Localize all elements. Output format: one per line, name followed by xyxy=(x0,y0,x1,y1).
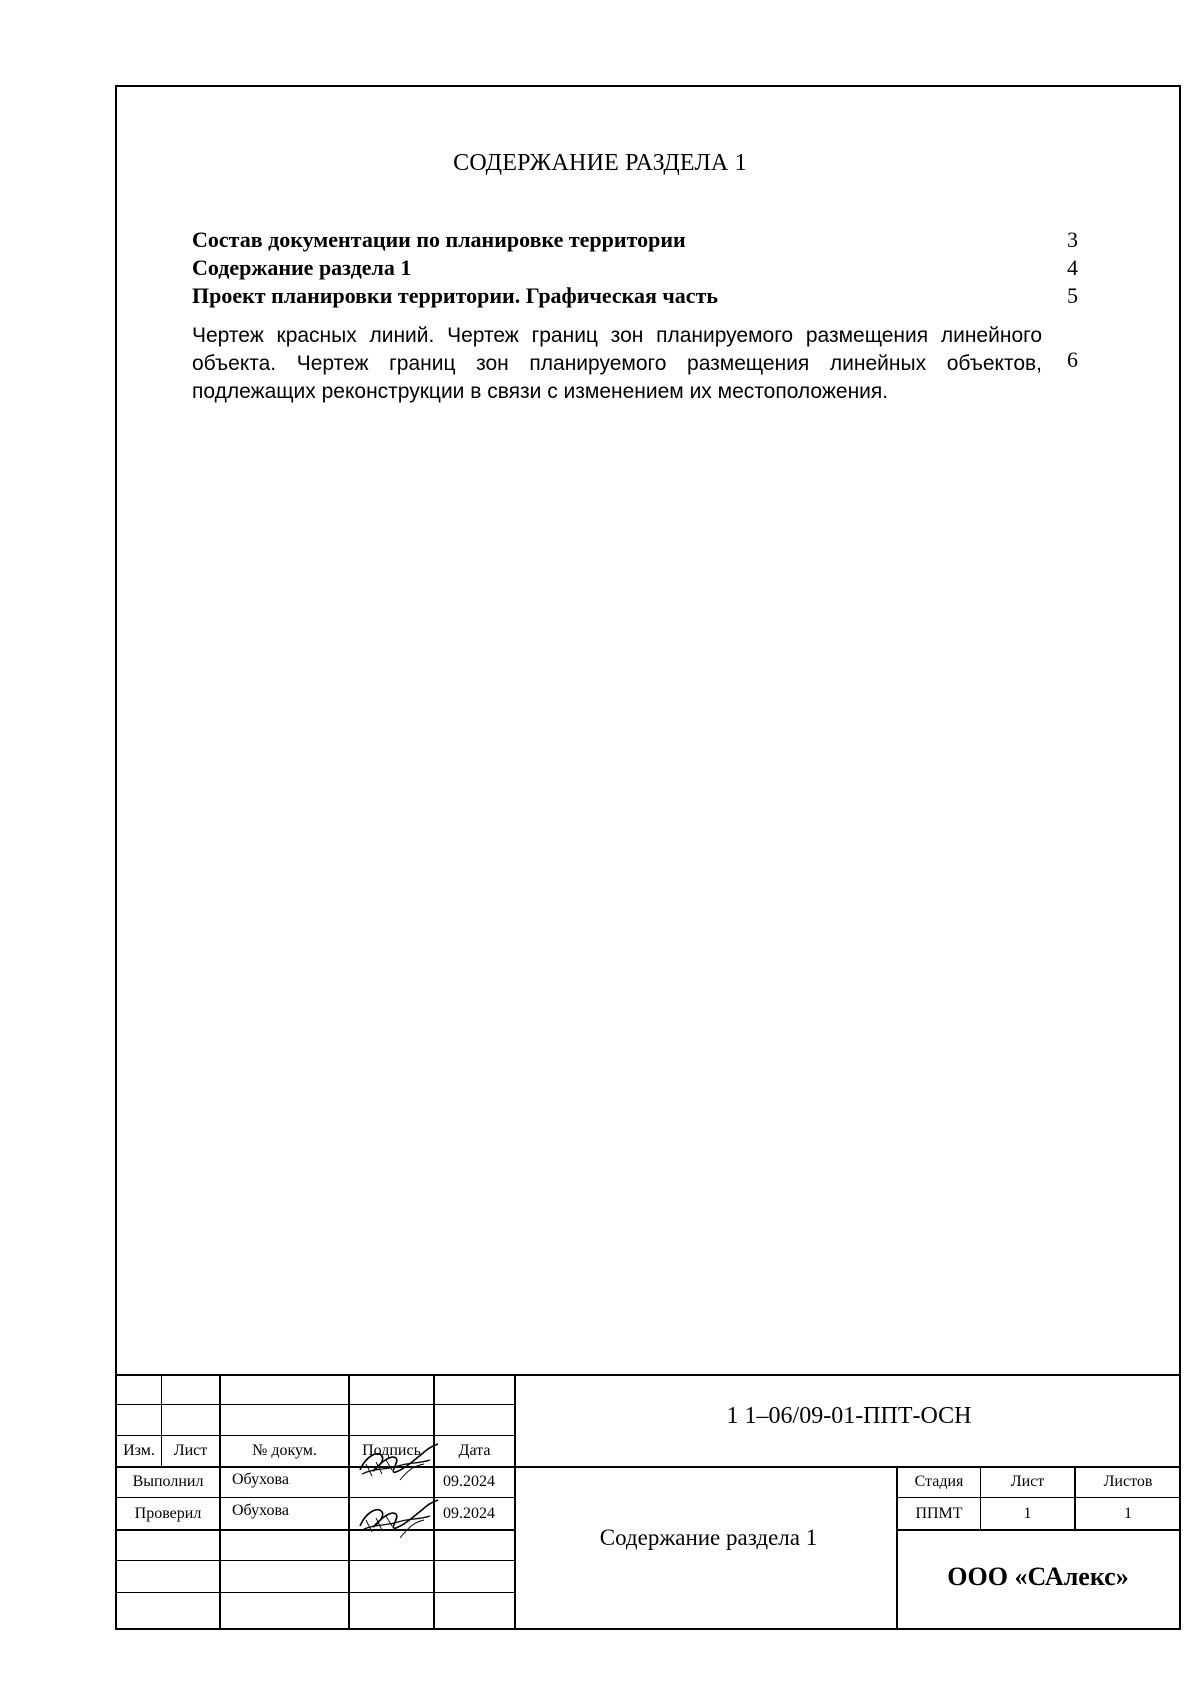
organization-name: ООО «САлекс» xyxy=(947,1562,1129,1591)
table-of-contents xyxy=(192,226,1092,406)
toc-row-page: 4 xyxy=(1067,255,1078,280)
header-izm: Изм. xyxy=(123,1442,155,1459)
toc-row xyxy=(192,282,1092,310)
header-date: Дата xyxy=(458,1442,491,1459)
list-label: Лист xyxy=(1010,1473,1045,1490)
row-role: Выполнил xyxy=(132,1473,204,1490)
lists-label: Листов xyxy=(1103,1473,1153,1490)
stage-label: Стадия xyxy=(914,1473,964,1490)
toc-row xyxy=(192,254,1092,282)
header-doc: № докум. xyxy=(252,1442,317,1459)
header-list: Лист xyxy=(173,1442,208,1459)
stage-value: ППМТ xyxy=(915,1505,963,1522)
document-code: 1 1–06/09-01-ППТ-ОСН xyxy=(726,1403,972,1429)
toc-row-page: 5 xyxy=(1067,283,1078,308)
toc-row-text: Содержание раздела 1 xyxy=(192,255,412,280)
row-name: Обухова xyxy=(232,1502,289,1519)
row-name: Обухова xyxy=(232,1471,289,1488)
row-role: Проверил xyxy=(134,1505,202,1522)
toc-sub-item-text: Чертеж красных линий. Чертеж границ зон планируемого размещения линейного объекта. Чертеж границ зон планируемого размещения линейных объектов, подлежащих реконструкции в связи с изменением их местоположения. xyxy=(192,324,1042,403)
page-title: СОДЕРЖАНИЕ РАЗДЕЛА 1 xyxy=(453,150,747,176)
signature-image xyxy=(352,1440,444,1484)
row-date: 09.2024 xyxy=(443,1473,495,1490)
toc-row-page: 3 xyxy=(1067,227,1078,252)
header-sign: Подпись xyxy=(362,1442,421,1459)
toc-row xyxy=(192,226,1092,254)
list-value: 1 xyxy=(1023,1505,1032,1522)
signature-image xyxy=(352,1498,444,1542)
toc-sub-item-page: 6 xyxy=(1067,347,1078,372)
lists-value: 1 xyxy=(1124,1505,1132,1522)
toc-row-text: Проект планировки территории. Графическая часть xyxy=(192,283,719,308)
toc-row-text: Состав документации по планировке территории xyxy=(192,227,686,252)
row-date: 09.2024 xyxy=(443,1505,495,1522)
sheet-name: Содержание раздела 1 xyxy=(599,1525,818,1550)
toc-sub-item xyxy=(192,322,1092,406)
